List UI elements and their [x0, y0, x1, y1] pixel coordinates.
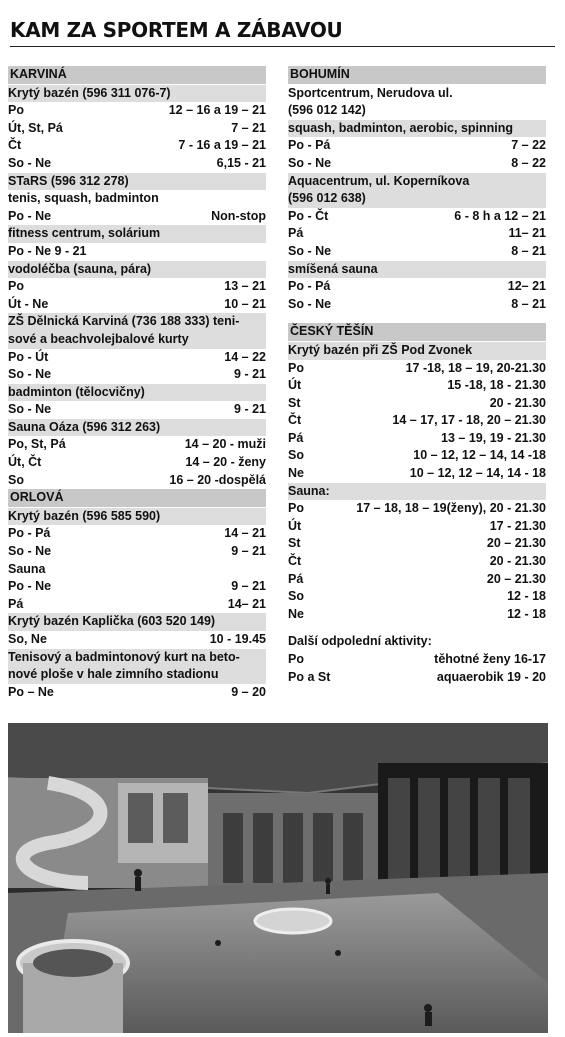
section-spacer	[288, 623, 546, 633]
schedule-hours: 7 - 16 a 19 – 21	[178, 138, 266, 153]
schedule-day: So, Ne	[8, 632, 47, 646]
schedule-day: Ne	[288, 606, 304, 621]
schedule-hours: 10 - 19.45	[209, 632, 266, 646]
schedule-day: Po - Čt	[288, 208, 329, 223]
schedule-hours: 8 – 21	[511, 243, 546, 258]
venue-line: Aquacentrum, ul. Koperníkova	[288, 173, 546, 191]
schedule-hours: 10 – 12, 12 – 14, 14 -18	[413, 448, 546, 463]
venue-line: Další odpolední aktivity:	[288, 634, 432, 649]
schedule-row	[8, 349, 266, 367]
venue-line: nové ploše v hale zimního stadionu	[8, 666, 266, 684]
schedule-row	[288, 571, 546, 589]
venue-line: Tenisový a badmintonový kurt na beto-	[8, 649, 266, 667]
venue-line: (596 012 142)	[288, 103, 366, 118]
schedule-hours: 8 – 21	[511, 296, 546, 311]
schedule-day: Po - Út	[8, 349, 49, 364]
schedule-row	[288, 243, 546, 261]
venue-line: smíšená sauna	[288, 261, 546, 279]
schedule-day: Po - Ne	[8, 579, 52, 594]
schedule-row	[288, 137, 546, 155]
schedule-row	[8, 120, 266, 138]
schedule-day: Pá	[288, 226, 304, 241]
schedule-row	[8, 278, 266, 296]
schedule-day: Po	[288, 501, 304, 516]
schedule-day: Po, St, Pá	[8, 437, 66, 452]
schedule-hours: 9 – 20	[231, 684, 266, 699]
venue-line: squash, badminton, aerobic, spinning	[288, 120, 546, 138]
schedule-hours: 20 – 21.30	[486, 571, 546, 586]
schedule-row	[8, 596, 266, 614]
schedule-day: Pá	[288, 430, 304, 445]
karvina-orlova-column	[8, 66, 266, 701]
indoor-pool-photo	[8, 723, 548, 1033]
schedule-day: So - Ne	[288, 243, 332, 258]
schedule-day: St	[288, 395, 301, 410]
venue-line: Krytý bazén Kaplička (603 520 149)	[8, 613, 266, 631]
schedule-hours: 13 – 21	[224, 279, 266, 294]
schedule-hours: 11– 21	[508, 226, 546, 241]
schedule-hours: 9 – 21	[231, 579, 266, 594]
schedule-hours: 17 – 18, 18 – 19(ženy), 20 - 21.30	[356, 501, 546, 516]
schedule-hours: 12– 21	[507, 279, 546, 294]
schedule-hours: 14 – 22	[224, 349, 266, 364]
venue-line: Sportcentrum, Nerudova ul.	[288, 85, 453, 100]
schedule-hours: 12 - 18	[507, 589, 546, 604]
schedule-row	[288, 500, 546, 518]
schedule-hours: 12 - 18	[507, 606, 546, 621]
schedule-day: Út	[288, 518, 302, 533]
schedule-hours: 10 – 21	[224, 296, 266, 311]
schedule-row	[288, 430, 546, 448]
schedule-hours: 15 -18, 18 - 21.30	[447, 378, 546, 393]
schedule-row	[8, 525, 266, 543]
section-header-karvina: KARVINÁ	[8, 66, 266, 84]
schedule-row	[8, 454, 266, 472]
schedule-row	[288, 465, 546, 483]
venue-line: sové a beachvolejbalové kurty	[8, 331, 266, 349]
venue-line: ZŠ Dělnická Karviná (736 188 333) teni-	[8, 313, 266, 331]
schedule-hours: 17 - 21.30	[489, 518, 546, 533]
venue-line: Sauna:	[288, 483, 546, 501]
schedule-day: So - Ne	[288, 296, 332, 311]
schedule-row	[288, 447, 546, 465]
schedule-day: Út	[288, 378, 302, 393]
schedule-hours: těhotné ženy 16-17	[434, 652, 546, 666]
schedule-hours: Non-stop	[211, 208, 266, 223]
schedule-row	[288, 651, 546, 669]
venue-line: Krytý bazén (596 585 590)	[8, 508, 266, 526]
schedule-hours: 20 - 21.30	[489, 395, 546, 410]
schedule-row	[288, 395, 546, 413]
schedule-hours: 14 – 21	[224, 526, 266, 541]
schedule-day: St	[288, 536, 301, 551]
schedule-hours: 9 – 21	[231, 544, 266, 559]
schedule-day: Pá	[8, 596, 24, 611]
schedule-day: Po	[288, 360, 304, 375]
schedule-row	[288, 225, 546, 243]
schedule-row	[8, 208, 266, 226]
schedule-day: Pá	[288, 571, 304, 586]
schedule-day: Út, Čt	[8, 455, 42, 470]
schedule-day: So	[8, 472, 24, 487]
schedule-day: Út - Ne	[8, 296, 49, 311]
schedule-row	[8, 631, 266, 649]
schedule-day: Po	[288, 652, 304, 666]
schedule-hours: 20 – 21.30	[486, 536, 546, 551]
schedule-hours: 8 – 22	[511, 155, 546, 170]
schedule-hours: aquaerobik 19 - 20	[436, 669, 546, 684]
schedule-day: So	[288, 448, 304, 463]
schedule-row	[288, 669, 546, 687]
schedule-day: Čt	[288, 554, 302, 569]
venue-line: vodoléčba (sauna, pára)	[8, 261, 266, 279]
schedule-row	[288, 553, 546, 571]
schedule-day: Čt	[8, 138, 22, 153]
schedule-hours: 14 – 20 - ženy	[185, 455, 266, 470]
schedule-row	[8, 543, 266, 561]
venue-line: Po - Ne 9 - 21	[8, 243, 87, 258]
page-title: KAM ZA SPORTEM A ZÁBAVOU	[10, 18, 555, 47]
schedule-hours: 17 -18, 18 – 19, 20-21.30	[405, 360, 546, 375]
schedule-hours: 20 - 21.30	[489, 554, 546, 569]
schedule-day: Po - Pá	[288, 138, 331, 153]
venue-line: Sauna	[8, 561, 46, 576]
schedule-day: Út, St, Pá	[8, 120, 63, 135]
venue-line: Krytý bazén (596 311 076-7)	[8, 85, 266, 103]
section-header-orlova: ORLOVÁ	[8, 489, 266, 507]
schedule-day: Po - Ne	[8, 208, 52, 223]
schedule-day: So - Ne	[288, 155, 332, 170]
schedule-hours: 12 – 16 a 19 – 21	[168, 103, 266, 118]
schedule-day: Po	[8, 279, 24, 294]
schedule-hours: 6,15 - 21	[216, 155, 266, 170]
schedule-hours: 14 – 20 - muži	[184, 437, 266, 452]
schedule-row	[288, 518, 546, 536]
schedule-row	[8, 684, 266, 702]
schedule-row	[8, 472, 266, 490]
schedule-day: Po – Ne	[8, 684, 54, 699]
schedule-hours: 9 - 21	[234, 367, 266, 382]
schedule-row	[288, 412, 546, 430]
schedule-row	[288, 377, 546, 395]
schedule-hours: 7 – 22	[511, 138, 546, 153]
schedule-day: So - Ne	[8, 544, 52, 559]
schedule-day: Po a St	[288, 669, 331, 684]
schedule-hours: 10 – 12, 12 – 14, 14 - 18	[409, 466, 546, 481]
schedule-row	[288, 606, 546, 624]
section-spacer	[288, 313, 546, 323]
schedule-day: Ne	[288, 466, 304, 481]
schedule-hours: 9 - 21	[234, 402, 266, 417]
schedule-row	[288, 155, 546, 173]
venue-line: STaRS (596 312 278)	[8, 173, 266, 191]
schedule-row	[8, 296, 266, 314]
venue-line: badminton (tělocvičny)	[8, 384, 266, 402]
schedule-row	[8, 401, 266, 419]
schedule-row	[8, 578, 266, 596]
venue-line: (596 012 638)	[288, 190, 546, 208]
venue-line: Sauna Oáza (596 312 263)	[8, 419, 266, 437]
section-header-bohumin: BOHUMÍN	[288, 66, 546, 84]
schedule-row	[288, 208, 546, 226]
schedule-day: Po - Pá	[8, 526, 51, 541]
schedule-day: So	[288, 589, 304, 604]
schedule-day: Po	[8, 103, 24, 118]
schedule-row	[8, 155, 266, 173]
schedule-row	[288, 278, 546, 296]
venue-line: tenis, squash, badminton	[8, 191, 159, 206]
bohumin-tesin-column	[288, 66, 546, 686]
schedule-day: Čt	[288, 413, 302, 428]
schedule-hours: 14 – 17, 17 - 18, 20 – 21.30	[392, 413, 546, 428]
schedule-row	[8, 137, 266, 155]
schedule-day: So - Ne	[8, 155, 52, 170]
schedule-hours: 7 – 21	[231, 120, 266, 135]
schedule-hours: 16 – 20 -dospělá	[169, 472, 266, 487]
schedule-hours: 6 - 8 h a 12 – 21	[454, 208, 546, 223]
schedule-day: Po - Pá	[288, 279, 331, 294]
venue-line: Krytý bazén při ZŠ Pod Zvonek	[288, 342, 546, 360]
schedule-row	[288, 535, 546, 553]
schedule-hours: 14– 21	[227, 596, 266, 611]
schedule-row	[288, 588, 546, 606]
schedule-row	[288, 360, 546, 378]
schedule-hours: 13 – 19, 19 - 21.30	[441, 430, 546, 445]
schedule-day: So - Ne	[8, 402, 52, 417]
venue-line: fitness centrum, solárium	[8, 225, 266, 243]
schedule-row	[8, 366, 266, 384]
schedule-row	[8, 436, 266, 454]
section-header-cesky-tesin: ČESKÝ TĚŠÍN	[288, 323, 546, 341]
schedule-day: So - Ne	[8, 367, 52, 382]
schedule-row	[8, 102, 266, 120]
schedule-row	[288, 296, 546, 314]
